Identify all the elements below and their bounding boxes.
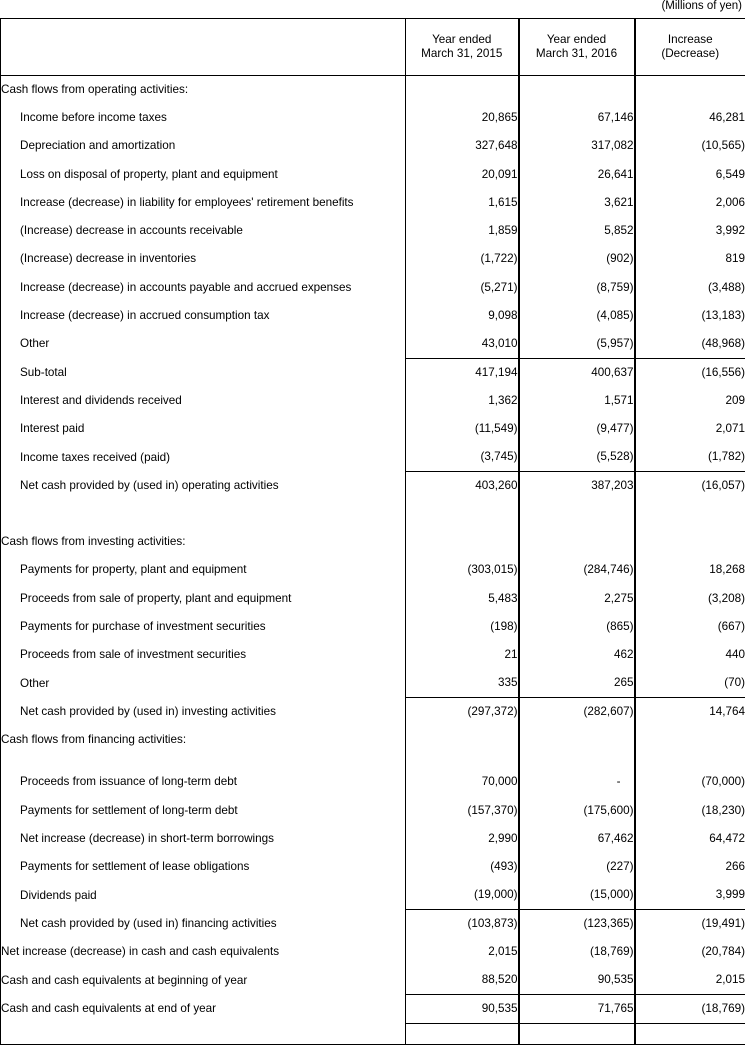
table-row [1, 797, 745, 825]
table-header-row [1, 19, 745, 76]
row-label: Other [1, 330, 406, 358]
row-label: Proceeds from issuance of long-term debt [1, 768, 406, 796]
row-value-delta: 3,999 [635, 882, 745, 910]
empty-cell [635, 754, 745, 768]
row-value-2015: 1,362 [406, 387, 519, 415]
empty-cell [519, 726, 635, 754]
table-footer-spacer [1, 1023, 745, 1044]
table-row [1, 274, 745, 302]
empty-cell [406, 500, 519, 528]
row-value-2015: (198) [406, 613, 519, 641]
row-value-2016: 26,641 [519, 160, 635, 188]
row-value-delta: 14,764 [635, 698, 745, 726]
empty-cell [635, 528, 745, 556]
row-label: Income taxes received (paid) [1, 443, 406, 471]
row-label: Increase (decrease) in liability for employees' retirement benefits [1, 189, 406, 217]
header-increase-decrease [635, 19, 745, 76]
row-label: Sub-total [1, 358, 406, 386]
row-value-2015: (11,549) [406, 415, 519, 443]
table-row [1, 768, 745, 796]
empty-cell [519, 528, 635, 556]
empty-cell [406, 1023, 519, 1044]
table-row [1, 415, 745, 443]
row-label: Payments for property, plant and equipment [1, 556, 406, 584]
section-spacer [1, 754, 745, 768]
row-value-delta: (1,782) [635, 443, 745, 471]
row-value-delta: (3,488) [635, 274, 745, 302]
row-value-2015: 1,615 [406, 189, 519, 217]
table-row [1, 669, 745, 697]
row-label: (Increase) decrease in inventories [1, 245, 406, 273]
row-value-2016: 317,082 [519, 132, 635, 160]
row-label: Cash and cash equivalents at end of year [1, 995, 406, 1023]
table-row [1, 556, 745, 584]
table-row [1, 585, 745, 613]
row-value-2015: 2,990 [406, 825, 519, 853]
header-year-2015 [406, 19, 519, 76]
table-row [1, 330, 745, 358]
row-value-2015: 20,865 [406, 104, 519, 132]
table-row [1, 160, 745, 188]
row-value-2016: (5,957) [519, 330, 635, 358]
units-label: (Millions of yen) [661, 0, 742, 13]
row-value-2016: (4,085) [519, 302, 635, 330]
row-value-delta: 266 [635, 853, 745, 881]
row-value-2015: 21 [406, 641, 519, 669]
row-value-2016: (284,746) [519, 556, 635, 584]
row-value-delta: 819 [635, 245, 745, 273]
empty-cell [635, 500, 745, 528]
row-label: Proceeds from sale of property, plant and equipment [1, 585, 406, 613]
row-label: Net increase (decrease) in short-term borrowings [1, 825, 406, 853]
empty-cell [635, 726, 745, 754]
units-caption-row [0, 0, 745, 18]
table-row [1, 189, 745, 217]
row-value-2016: (175,600) [519, 797, 635, 825]
row-value-2016: 67,462 [519, 825, 635, 853]
empty-cell [1, 754, 406, 768]
row-value-delta: 6,549 [635, 160, 745, 188]
row-value-2015: (1,722) [406, 245, 519, 273]
row-value-2016: (282,607) [519, 698, 635, 726]
table-row-net-investing [1, 698, 745, 726]
row-value-2015: (5,271) [406, 274, 519, 302]
section-header-operating [1, 76, 745, 104]
row-value-delta: (19,491) [635, 910, 745, 938]
row-value-2015: 70,000 [406, 768, 519, 796]
header-year-2016-line2: March 31, 2016 [520, 47, 634, 62]
row-value-2015: 403,260 [406, 472, 519, 500]
row-value-delta: 3,992 [635, 217, 745, 245]
table-row-subtotal [1, 358, 745, 386]
row-value-2016: 265 [519, 669, 635, 697]
table-row [1, 825, 745, 853]
row-label: Net cash provided by (used in) operating activities [1, 472, 406, 500]
row-value-delta: 209 [635, 387, 745, 415]
row-value-delta: (10,565) [635, 132, 745, 160]
section-header-operating-label: Cash flows from operating activities: [1, 76, 406, 104]
row-label: Net cash provided by (used in) financing activities [1, 910, 406, 938]
row-label: Increase (decrease) in accrued consumption tax [1, 302, 406, 330]
row-value-delta: (18,769) [635, 995, 745, 1023]
row-value-delta: 2,015 [635, 966, 745, 994]
row-label: Depreciation and amortization [1, 132, 406, 160]
row-label: Net cash provided by (used in) investing activities [1, 698, 406, 726]
row-value-2016: (902) [519, 245, 635, 273]
row-label: Interest paid [1, 415, 406, 443]
row-label: (Increase) decrease in accounts receivable [1, 217, 406, 245]
table-row [1, 853, 745, 881]
row-value-2016: 2,275 [519, 585, 635, 613]
row-value-delta: (16,556) [635, 358, 745, 386]
row-value-2015: (157,370) [406, 797, 519, 825]
row-value-2016: 462 [519, 641, 635, 669]
table-row-cash-beginning [1, 966, 745, 994]
row-value-2016: 71,765 [519, 995, 635, 1023]
row-value-2016: - [519, 768, 635, 796]
row-value-2016: (15,000) [519, 882, 635, 910]
row-value-2015: 417,194 [406, 358, 519, 386]
row-value-2015: 5,483 [406, 585, 519, 613]
row-value-2016: (9,477) [519, 415, 635, 443]
row-value-2016: 400,637 [519, 358, 635, 386]
section-header-financing-label: Cash flows from financing activities: [1, 726, 406, 754]
empty-cell [519, 1023, 635, 1044]
empty-cell [1, 500, 406, 528]
row-value-2015: 90,535 [406, 995, 519, 1023]
row-label: Cash and cash equivalents at beginning of year [1, 966, 406, 994]
row-label: Loss on disposal of property, plant and equipment [1, 160, 406, 188]
row-label: Increase (decrease) in accounts payable and accrued expenses [1, 274, 406, 302]
section-header-financing [1, 726, 745, 754]
row-value-2015: 20,091 [406, 160, 519, 188]
table-row [1, 132, 745, 160]
row-value-2016: 5,852 [519, 217, 635, 245]
row-label: Dividends paid [1, 882, 406, 910]
row-value-delta: 2,006 [635, 189, 745, 217]
row-value-2016: 3,621 [519, 189, 635, 217]
row-value-2016: (5,528) [519, 443, 635, 471]
row-value-delta: (70,000) [635, 768, 745, 796]
row-value-2016: (8,759) [519, 274, 635, 302]
row-value-2016: (227) [519, 853, 635, 881]
row-value-delta: (3,208) [635, 585, 745, 613]
table-row-net-operating [1, 472, 745, 500]
header-increase-line1: Increase [636, 33, 745, 48]
header-increase-line2: (Decrease) [636, 47, 745, 62]
table-row [1, 217, 745, 245]
row-label: Payments for purchase of investment securities [1, 613, 406, 641]
header-year-2016-line1: Year ended [520, 33, 634, 48]
row-value-delta: (20,784) [635, 938, 745, 966]
row-value-delta: (16,057) [635, 472, 745, 500]
row-value-delta: 18,268 [635, 556, 745, 584]
row-value-delta: (70) [635, 669, 745, 697]
row-value-2015: (3,745) [406, 443, 519, 471]
empty-cell [406, 528, 519, 556]
row-value-delta: (667) [635, 613, 745, 641]
table-row [1, 882, 745, 910]
table-row-net-financing [1, 910, 745, 938]
section-header-investing-label: Cash flows from investing activities: [1, 528, 406, 556]
row-value-2015: (103,873) [406, 910, 519, 938]
table-row [1, 302, 745, 330]
row-value-2015: 2,015 [406, 938, 519, 966]
table-row-net-increase [1, 938, 745, 966]
row-value-2016: 67,146 [519, 104, 635, 132]
table-row [1, 641, 745, 669]
header-year-2016 [519, 19, 635, 76]
row-value-delta: (13,183) [635, 302, 745, 330]
row-value-2015: (493) [406, 853, 519, 881]
row-label: Net increase (decrease) in cash and cash equivalents [1, 938, 406, 966]
row-value-2015: 9,098 [406, 302, 519, 330]
header-year-2015-line1: Year ended [406, 33, 518, 48]
row-value-2015: (19,000) [406, 882, 519, 910]
row-value-2016: 90,535 [519, 966, 635, 994]
row-value-delta: (48,968) [635, 330, 745, 358]
section-header-investing [1, 528, 745, 556]
row-value-2015: 43,010 [406, 330, 519, 358]
section-spacer [1, 500, 745, 528]
row-label: Interest and dividends received [1, 387, 406, 415]
row-label: Income before income taxes [1, 104, 406, 132]
row-value-2015: (303,015) [406, 556, 519, 584]
row-label: Other [1, 669, 406, 697]
row-value-2016: (123,365) [519, 910, 635, 938]
row-value-delta: 440 [635, 641, 745, 669]
header-year-2015-line2: March 31, 2015 [406, 47, 518, 62]
empty-cell [406, 754, 519, 768]
table-row [1, 443, 745, 471]
empty-cell [635, 1023, 745, 1044]
row-value-2015: 335 [406, 669, 519, 697]
row-value-delta: 64,472 [635, 825, 745, 853]
empty-cell [519, 500, 635, 528]
row-label: Proceeds from sale of investment securities [1, 641, 406, 669]
row-value-delta: 46,281 [635, 104, 745, 132]
empty-cell [406, 76, 519, 104]
row-value-2016: (18,769) [519, 938, 635, 966]
empty-cell [635, 76, 745, 104]
table-row [1, 613, 745, 641]
table-row [1, 104, 745, 132]
row-value-2016: (865) [519, 613, 635, 641]
row-value-2015: 88,520 [406, 966, 519, 994]
row-value-2015: 327,648 [406, 132, 519, 160]
row-value-2016: 387,203 [519, 472, 635, 500]
row-value-2016: 1,571 [519, 387, 635, 415]
empty-cell [1, 1023, 406, 1044]
row-value-delta: 2,071 [635, 415, 745, 443]
row-value-delta: (18,230) [635, 797, 745, 825]
empty-cell [519, 76, 635, 104]
row-value-2015: 1,859 [406, 217, 519, 245]
row-label: Payments for settlement of long-term debt [1, 797, 406, 825]
row-value-2015: (297,372) [406, 698, 519, 726]
empty-cell [519, 754, 635, 768]
table-row [1, 387, 745, 415]
row-label: Payments for settlement of lease obligations [1, 853, 406, 881]
table-row [1, 245, 745, 273]
header-label-cell [1, 19, 406, 76]
empty-cell [406, 726, 519, 754]
cash-flow-table [0, 18, 745, 1045]
